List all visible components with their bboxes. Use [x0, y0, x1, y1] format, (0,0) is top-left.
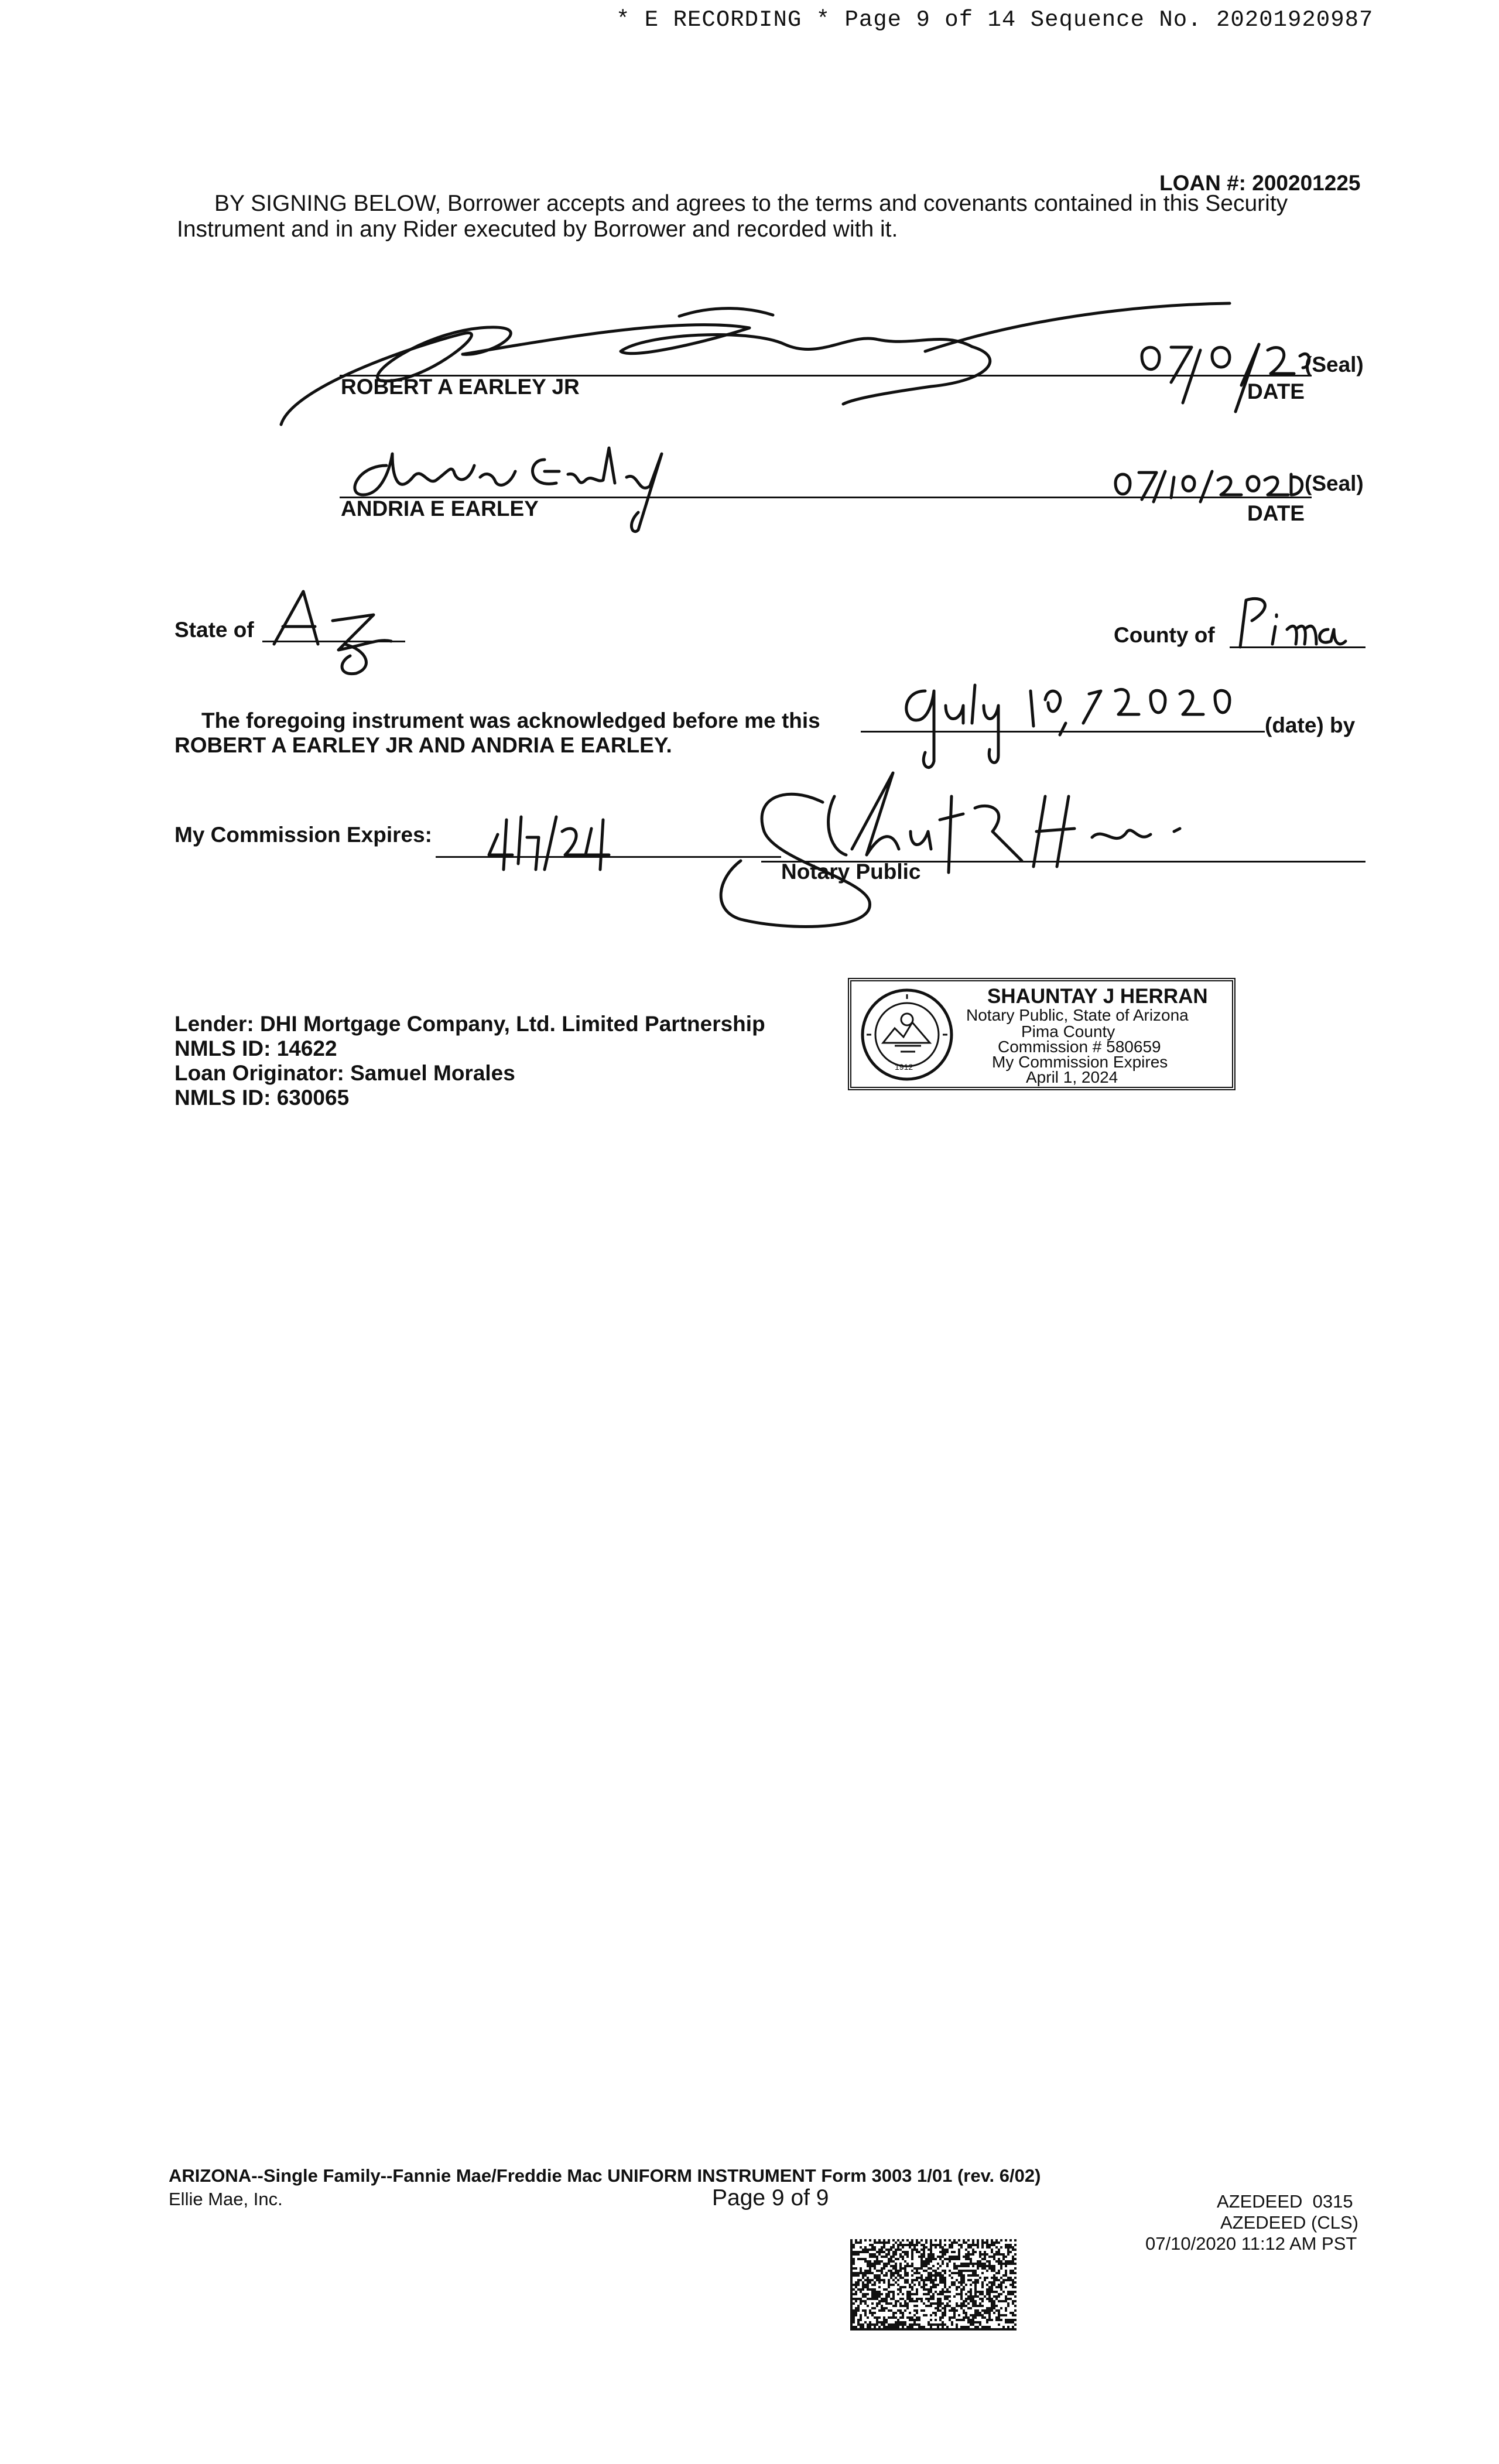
- county-label: County of: [1114, 623, 1215, 647]
- signer-2-seal-label: (Seal): [1305, 471, 1364, 495]
- signer-1-date-label: DATE: [1247, 379, 1305, 403]
- signer-2-date-handwritten: [1110, 466, 1309, 507]
- commission-date-handwritten: [486, 811, 615, 875]
- lender-name: Lender: DHI Mortgage Company, Ltd. Limited Partnership: [174, 1012, 765, 1036]
- agreement-text-line1: BY SIGNING BELOW, Borrower accepts and agrees to the terms and covenants contained in this Security: [214, 191, 1288, 216]
- notary-stamp: [848, 978, 1236, 1090]
- stamp-line3: Commission # 580659: [998, 1038, 1161, 1056]
- originator-nmls: NMLS ID: 630065: [174, 1086, 350, 1110]
- county-handwritten: [1228, 588, 1369, 653]
- signer-2-name: ANDRIA E EARLEY: [341, 497, 539, 521]
- acknowledged-persons: ROBERT A EARLEY JR AND ANDRIA E EARLEY.: [174, 733, 672, 757]
- agreement-text-line2: Instrument and in any Rider executed by Borrower and recorded with it.: [177, 217, 898, 242]
- form-title: ARIZONA--Single Family--Fannie Mae/Freddie Mac UNIFORM INSTRUMENT Form 3003 1/01 (rev. 6/02): [169, 2165, 1041, 2186]
- footer-timestamp: 07/10/2020 11:12 AM PST: [1145, 2233, 1357, 2254]
- state-label: State of: [174, 618, 254, 642]
- page-number: Page 9 of 9: [712, 2185, 829, 2210]
- stamp-line2: Pima County: [1021, 1022, 1115, 1041]
- acknowledgment-date-handwritten: [890, 679, 1265, 773]
- notary-public-label: Notary Public: [781, 860, 921, 884]
- signer-1-seal-label: (Seal): [1305, 353, 1364, 377]
- signer-2-date-label: DATE: [1247, 501, 1305, 525]
- stamp-line1: Notary Public, State of Arizona: [966, 1006, 1189, 1024]
- commission-label: My Commission Expires:: [174, 823, 433, 847]
- loan-number: LOAN #: 200201225: [1159, 171, 1361, 195]
- vendor-name: Ellie Mae, Inc.: [169, 2189, 283, 2209]
- stamp-line5: April 1, 2024: [1026, 1068, 1118, 1086]
- signer-1-name: ROBERT A EARLEY JR: [341, 375, 580, 399]
- state-handwritten: [262, 586, 403, 679]
- doc-code-1: AZEDEED 0315: [1217, 2191, 1353, 2212]
- lender-nmls: NMLS ID: 14622: [174, 1036, 337, 1060]
- date-by-label: (date) by: [1265, 713, 1356, 737]
- recording-header: * E RECORDING * Page 9 of 14 Sequence No. 20201920987: [616, 7, 1374, 33]
- seal-year: 1912: [895, 1062, 913, 1072]
- stamp-line4: My Commission Expires: [992, 1053, 1168, 1071]
- notary-signature: [717, 761, 1197, 937]
- stamp-name: SHAUNTAY J HERRAN: [987, 985, 1208, 1008]
- acknowledgment-text: The foregoing instrument was acknowledged before me this: [201, 709, 820, 733]
- signer-1-signature: [269, 293, 1276, 433]
- doc-code-2: AZEDEED (CLS): [1220, 2212, 1358, 2233]
- barcode-2d: [850, 2239, 1017, 2330]
- loan-originator: Loan Originator: Samuel Morales: [174, 1061, 515, 1085]
